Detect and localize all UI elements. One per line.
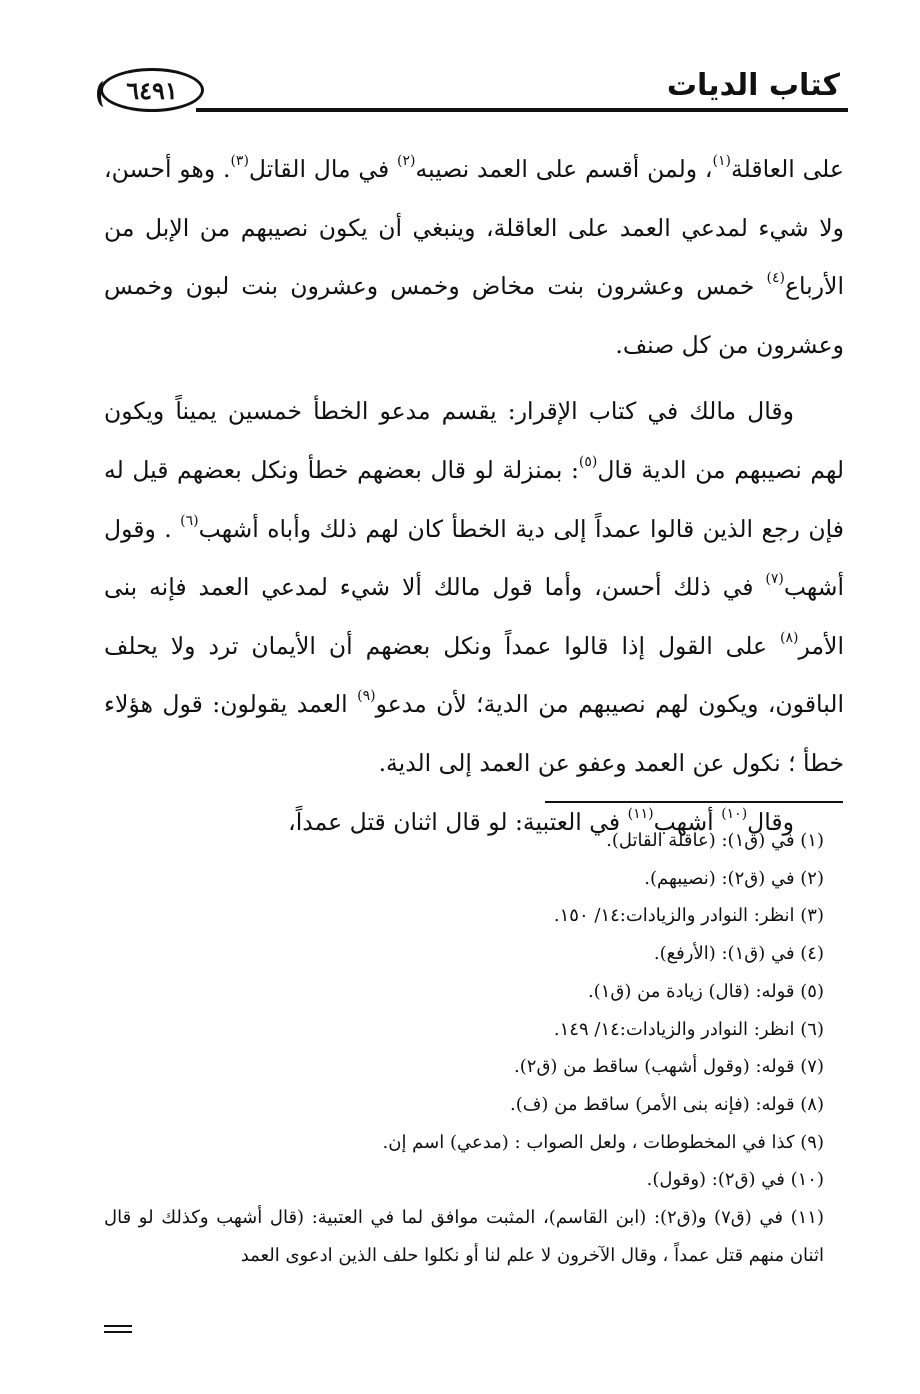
continuation-mark: [104, 1325, 132, 1337]
footnote-ref: (٩): [357, 688, 376, 705]
text-span: أشهب: [653, 807, 722, 836]
text-span: في ذلك أحسن، وأما قول مالك ألا شيء لمدعي العمد فإنه بنى الأمر: [104, 573, 844, 660]
footnote-9: (٩) كذا في المخطوطات ، ولعل الصواب : (مدعي) اسم إن.: [382, 1131, 824, 1153]
footnote-6: (٦) انظر: النوادر والزيادات:١٤/ ١٤٩.: [553, 1018, 824, 1040]
paragraph-1: [104, 140, 844, 374]
text-span: في مال القاتل: [248, 155, 398, 183]
footnote-ref: (١): [712, 153, 731, 169]
footnote-ref: (٢): [397, 153, 416, 169]
footnote-5: (٥) قوله: (قال) زيادة من (ق١).: [587, 980, 824, 1002]
footnote-separator: [545, 801, 843, 803]
footnote-ref: (٦): [180, 512, 199, 529]
text-span: . وقول أشهب: [104, 514, 844, 602]
footnote-ref: (٨): [780, 629, 799, 646]
text-span: على القول إذا قالوا عمداً ونكل بعضهم أن الأيمان ترد ولا يحلف الباقون، ويكون لهم نصيبهم من الدية؛ لأن مدعو: [104, 631, 844, 719]
page-header: [96, 62, 848, 122]
text-span: . وهو أحسن، ولا شيء لمدعي العمد على العاقلة، وينبغي أن يكون نصيبهم من الإبل من الأرباع: [104, 155, 844, 301]
header-rule: [196, 108, 848, 112]
main-text: [104, 140, 844, 851]
text-span: ، ولمن أقسم على العمد نصيبه: [415, 155, 713, 183]
footnote-ref: (٧): [765, 571, 784, 588]
paragraph-2: [104, 382, 844, 792]
text-span: على العاقلة: [730, 155, 844, 183]
text-span: وقال مالك في كتاب الإقرار: يقسم مدعو الخطأ خمسين يميناً ويكون لهم نصيبهم من الدية قال: [104, 397, 844, 484]
footnote-2: (٢) في (ق٢): (نصيبهم).: [644, 867, 824, 889]
text-span: في العتبية: لو قال اثنان قتل عمداً،: [288, 807, 628, 836]
footnote-ref: (٥): [578, 453, 598, 470]
book-title: كتاب الديات: [666, 68, 840, 103]
footnote-8: (٨) قوله: (فإنه بنى الأمر) ساقط من (ف).: [510, 1093, 824, 1115]
footnote-1: (١) في (ق١): (عاقلة القاتل).: [606, 830, 824, 851]
footnote-11: (١١) في (ق٧) و(ق٢): (ابن القاسم)، المثبت موافق لما في العتبية: (قال أشهب وكذلك لو قال اثنان منهم قتل عمداً ، وقال الآخرون لا علم لنا أو نكلوا حلف الذين ادعوى العمد: [104, 1207, 824, 1266]
text-span: العمد يقولون: قول هؤلاء خطأ ؛ نكول عن العمد وعفو عن العمد إلى الدية.: [104, 690, 844, 777]
footnote-7: (٧) قوله: (وقول أشهب) ساقط من (ق٢).: [514, 1056, 824, 1078]
footnote-4: (٤) في (ق١): (الأرفع).: [653, 943, 824, 965]
footnote-10: (١٠) في (ق٢): (وقول).: [646, 1169, 824, 1191]
footnote-3: (٣) انظر: النوادر والزيادات:١٤/ ١٥٠.: [553, 905, 824, 927]
page-number: ٦٤٩١: [100, 68, 204, 112]
footnote-ref: (١١): [627, 805, 654, 822]
footnote-ref: (١٠): [721, 805, 748, 822]
footnote-ref: (٣): [230, 153, 249, 169]
text-span: : بمنزلة لو قال بعضهم خطأ ونكل بعضهم قيل له فإن رجع الذين قالوا عمداً إلى دية الخطأ كان لهم ذلك وأباه أشهب: [104, 455, 844, 543]
text-span: خمس وعشرون بنت مخاض وخمس وعشرون بنت لبون وخمس وعشرون من كل صنف.: [104, 272, 844, 359]
footnotes: [104, 822, 836, 1274]
text-span: وقال: [747, 807, 794, 836]
footnote-ref: (٤): [766, 270, 785, 287]
